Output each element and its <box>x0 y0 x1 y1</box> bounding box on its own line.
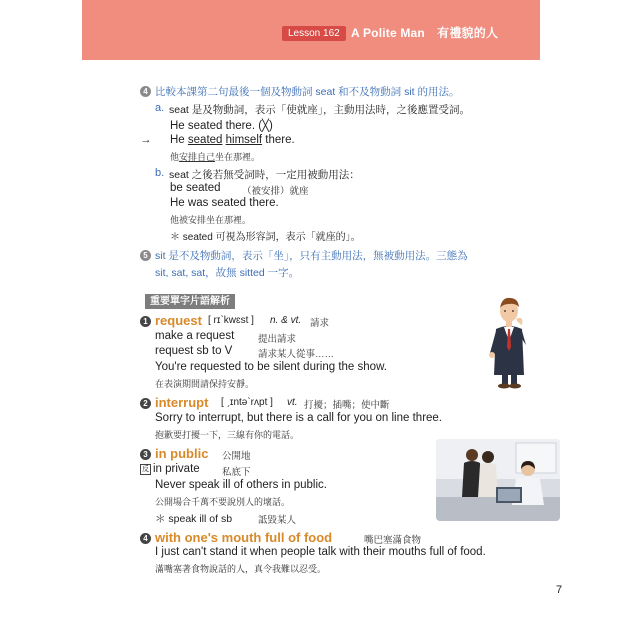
vocab-phrase: request sb to V <box>155 345 233 357</box>
vocab-pos: n. & vt. <box>270 315 302 326</box>
businessman-illustration <box>482 293 536 389</box>
note4-b-text: seat 之後若無受詞時，一定用被動用法： <box>169 169 360 181</box>
note4-b-label: b. <box>155 167 165 179</box>
vocab-footnote: ＊ speak ill of sb <box>155 513 233 525</box>
text-segment: 他 <box>170 152 180 162</box>
vocab-gloss: 請求 <box>310 318 330 329</box>
note-number: 5 <box>140 250 151 261</box>
note5-line2: sit, sat, sat，故無 sitted 一字。 <box>155 267 300 279</box>
text-segment: He <box>170 134 188 146</box>
vocab-example-translation: 公開場合千萬不要說別人的壞話。 <box>155 497 291 507</box>
vocab-pos: vt. <box>287 397 298 408</box>
note4-a-label: a. <box>155 102 165 114</box>
note-number: 4 <box>140 86 151 97</box>
lesson-title: A Polite Man 有禮貌的人 <box>351 26 499 40</box>
lesson-header <box>82 0 540 60</box>
vocab-number: 2 <box>140 398 151 409</box>
vocab-example-translation: 在表演期間請保持安靜。 <box>155 379 255 389</box>
vocab-footnote-translation: 詆毀某人 <box>258 515 297 526</box>
text-segment: 坐在那裡。 <box>215 152 261 162</box>
vocab-gloss: 打擾；插嘴；使中斷 <box>304 400 390 411</box>
vocab-number: 4 <box>140 533 151 544</box>
note4-intro: 比較本課第二句最後一個及物動詞 seat 和不及物動詞 sit 的用法。 <box>155 86 460 98</box>
office-photo <box>436 439 560 521</box>
vocab-phrase-translation: 提出請求 <box>258 334 297 345</box>
vocab-example: You're requested to be silent during the show. <box>155 361 387 373</box>
note4-a-example-translation <box>170 150 260 163</box>
page-number: 7 <box>556 584 563 596</box>
vocab-example: I just can't stand it when people talk with their mouths full of food. <box>155 546 486 558</box>
note4-b-example-translation: 他被安排坐在那裡。 <box>170 215 252 225</box>
vocab-phonetic: [ rɪˋkwɛst ] <box>208 315 254 326</box>
vocab-headword: with one's mouth full of food <box>155 530 333 545</box>
vocab-gloss: 公開地 <box>222 451 251 462</box>
note4-a-text: seat 是及物動詞，表示「使就座」，主動用法時，之後應置受詞。 <box>169 104 471 116</box>
vocab-number: 1 <box>140 316 151 327</box>
note4-b-footnote: ＊ seated 可視為形容詞，表示「就座的」。 <box>170 232 361 243</box>
antonym-mark-icon: 反 <box>142 466 149 473</box>
note4-a-example-correct <box>170 134 295 146</box>
note4-a-example-wrong: He seated there. (╳) <box>170 120 273 132</box>
text-segment: there. <box>262 134 295 146</box>
note4-b-phrase: be seated <box>170 182 221 194</box>
vocab-number: 3 <box>140 449 151 460</box>
note4-b-example: He was seated there. <box>170 197 279 209</box>
note5-line1: sit 是不及物動詞，表示「坐」，只有主動用法，無被動用法。三態為 <box>155 250 468 262</box>
vocab-headword: request <box>155 313 202 328</box>
underlined-word: 安排自己 <box>179 152 216 162</box>
textbook-page <box>82 0 563 620</box>
note4-b-phrase-translation: （被安排）就座 <box>242 186 309 197</box>
underlined-word: seated <box>187 134 223 146</box>
vocab-phrase-translation: 請求某人從事…… <box>258 349 335 360</box>
vocab-example: Never speak ill of others in public. <box>155 479 327 491</box>
antonym-translation: 私底下 <box>222 467 251 478</box>
vocab-example-translation: 滿嘴塞著食物說話的人，真令我難以忍受。 <box>155 564 327 574</box>
vocab-headword: in public <box>155 446 209 461</box>
vocab-example: Sorry to interrupt, but there is a call for you on line three. <box>155 412 443 424</box>
antonym-phrase: in private <box>153 463 200 475</box>
vocab-gloss: 嘴巴塞滿食物 <box>364 535 422 546</box>
antonym-row <box>140 463 200 475</box>
vocab-section-banner: 重要單字片語解析 <box>145 294 235 309</box>
lesson-badge: Lesson 162 <box>282 26 346 41</box>
vocab-phrase: make a request <box>155 330 235 342</box>
vocab-example-translation: 抱歉要打擾一下，三線有你的電話。 <box>155 430 300 440</box>
underlined-word: himself <box>225 134 263 146</box>
vocab-phonetic: [ ˏɪntəˋrʌpt ] <box>221 397 273 408</box>
arrow-icon: → <box>140 134 152 146</box>
vocab-headword: interrupt <box>155 395 209 410</box>
